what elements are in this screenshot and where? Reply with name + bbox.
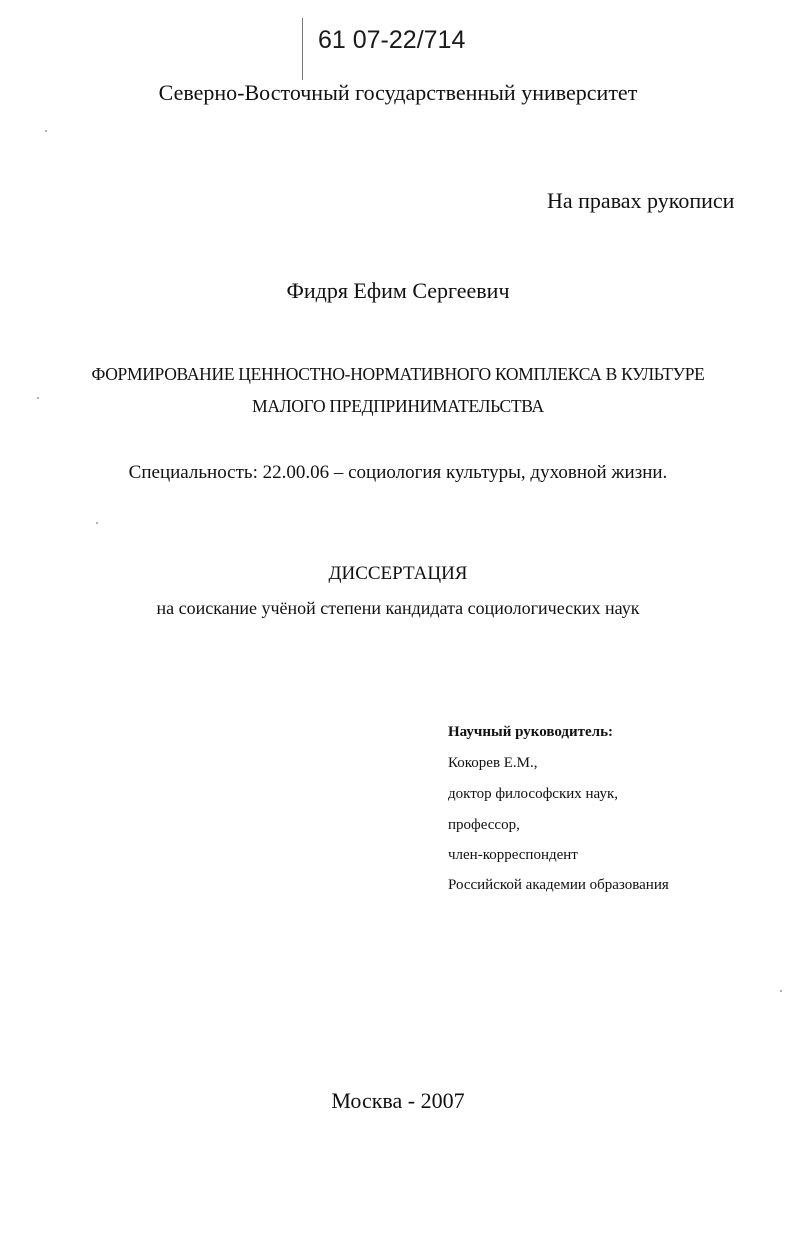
advisor-heading: Научный руководитель: — [448, 724, 613, 740]
advisor-title: профессор, — [448, 817, 520, 833]
scan-speck — [96, 522, 98, 524]
advisor-degree: доктор философских наук, — [448, 786, 618, 802]
advisor-name: Кокорев Е.М., — [448, 755, 538, 771]
city-year: Москва - 2007 — [331, 1088, 465, 1113]
scan-speck — [780, 990, 782, 992]
stamp-margin-line — [302, 18, 303, 80]
university-name: Северно-Восточный государственный университет — [158, 80, 638, 105]
document-type: ДИССЕРТАЦИЯ — [328, 563, 468, 584]
degree-statement: на соискание учёной степени кандидата социологических наук — [156, 598, 640, 618]
advisor-academy: Российской академии образования — [448, 877, 669, 893]
archive-stamp-number: 61 07-22/714 — [318, 26, 466, 54]
dissertation-title-line-1: ФОРМИРОВАНИЕ ЦЕННОСТНО-НОРМАТИВНОГО КОМПЛЕКСА В КУЛЬТУРЕ — [91, 364, 705, 384]
dissertation-title-line-2: МАЛОГО ПРЕДПРИНИМАТЕЛЬСТВА — [252, 396, 544, 416]
scan-speck — [37, 397, 39, 399]
specialty: Специальность: 22.00.06 – социология культуры, духовной жизни. — [128, 462, 668, 483]
rights-note: На правах рукописи — [547, 188, 735, 213]
advisor-membership: член-корреспондент — [448, 847, 578, 863]
scan-speck — [45, 130, 47, 132]
author-name: Фидря Ефим Сергеевич — [286, 278, 510, 303]
